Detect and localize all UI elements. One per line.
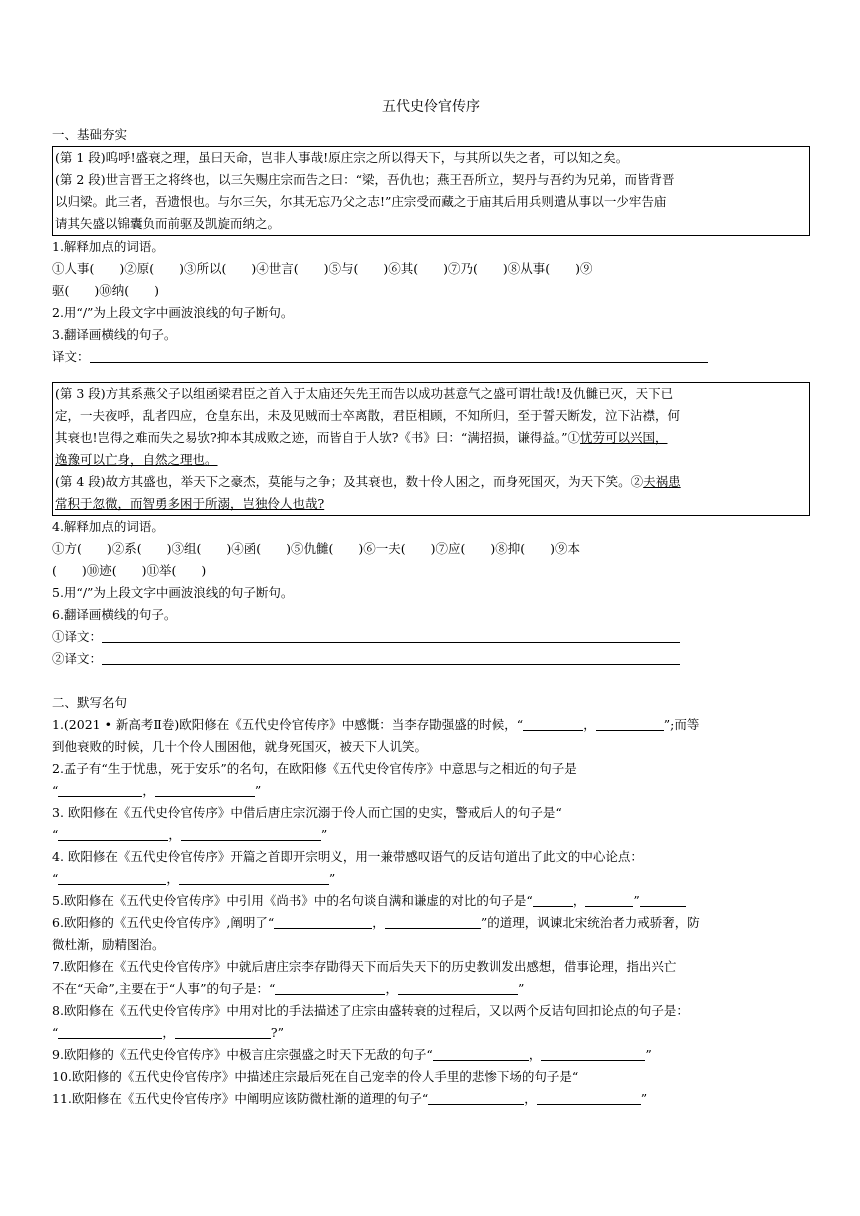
worksheet [52,98,810,1110]
answer-blank[interactable] [58,782,142,797]
passage-line [55,427,807,449]
comma: ， [166,871,179,886]
quote-open: “ [52,1025,59,1040]
answer-blank[interactable] [275,980,385,995]
question-1-items: 驱( )⑩纳( ) [52,283,160,298]
prompt-text: ”的道理，讽谏北宋统治者力戒骄奢，防 [480,915,700,930]
quote-close: ” [320,827,328,842]
recitation-9 [52,1044,810,1066]
section-heading-recitation: 二、默写名句 [52,695,128,710]
recitation-4-answer [52,868,810,890]
quote-open: “ [52,783,59,798]
recitation-10: 10.欧阳修的《五代史伶官传序》中描述庄宗最后死在自己宠幸的伶人手里的悲惨下场的句子是“ [52,1069,579,1084]
answer-blank[interactable] [433,1046,529,1061]
question-6-answer-1 [52,626,810,648]
quote-open: “ [52,827,59,842]
recitation-7: 7.欧阳修在《五代史伶官传序》中就后唐庄宗李存勖得天下而后失天下的历史教训发出感想，借事论理，指出兴亡 [52,959,677,974]
answer-blank[interactable] [58,826,168,841]
comma: ， [142,783,155,798]
quote-close: ” [328,871,336,886]
recitation-7-answer [52,978,810,1000]
prompt-text: 11.欧阳修在《五代史伶官传序》中阐明应该防微杜渐的道理的句子“ [52,1091,429,1106]
recitation-6 [52,912,810,934]
recitation-8: 8.欧阳修在《五代史伶官传序》中用对比的手法描述了庄宗由盛转衰的过程后，又以两个反诘句回扣论点的句子是： [52,1003,689,1018]
answer-label: 译文： [52,349,90,364]
answer-blank[interactable] [596,716,664,731]
passage-line: (第 2 段)世言晋王之将终也，以三矢赐庄宗而告之曰：“梁，吾仇也；燕王吾所立，契丹与吾约为兄弟，而皆背晋 [55,172,675,187]
answer-blank[interactable] [175,1024,271,1039]
recitation-5 [52,890,810,912]
quote-open: “ [52,871,59,886]
question-2: 2.用“/”为上段文字中画波浪线的句子断句。 [52,305,294,320]
answer-blank[interactable] [90,348,708,363]
passage-line: (第 3 段)方其系燕父子以组函梁君臣之首入于太庙还矢先王而告以成功甚意气之盛可谓壮哉!及仇雠已灭，天下已 [55,386,674,401]
quote-close: ” [645,1047,652,1062]
question-4-items: ①方( )②系( )③组( )④函( )⑤仇雠( )⑥一夫( )⑦应( )⑧抑( )⑨本 [52,541,581,556]
question-1-items: ①人事( )②原( )③所以( )④世言( )⑤与( )⑥其( )⑦乃( )⑧从事( )⑨ [52,261,593,276]
quote-close: ” [633,893,640,908]
passage-line: 以归梁。此三者，吾遗恨也。与尔三矢，尔其无忘乃父之志!”庄宗受而藏之于庙其后用兵则遣从事以一少牢告庙 [55,194,667,209]
answer-label: ②译文： [52,651,103,666]
recitation-3-answer [52,824,810,846]
prompt-text: 不在“天命”,主要在于“人事”的句子是：“ [52,981,276,996]
prompt-text: 5.欧阳修在《五代史伶官传序》中引用《尚书》中的名句谈自满和谦虚的对比的句子是“ [52,893,533,908]
question-1-label: 1.解释加点的词语。 [52,239,164,254]
recitation-11 [52,1088,810,1110]
passage-line: 请其矢盛以锦囊负而前驱及凯旋而纳之。 [55,216,281,231]
answer-blank[interactable] [428,1090,524,1105]
comma: ， [168,827,181,842]
recitation-2-answer [52,780,810,802]
answer-blank[interactable] [58,870,166,885]
prompt-text: 6.欧阳修的《五代史伶官传序》,阐明了“ [52,915,275,930]
question-4-items: ( )⑩迹( )⑪举( ) [52,563,207,578]
comma: ， [524,1091,537,1106]
answer-blank[interactable] [398,980,518,995]
answer-label: ①译文： [52,629,103,644]
answer-blank[interactable] [585,892,633,907]
quote-close: ” [517,981,525,996]
comma: ， [572,893,586,908]
question-6-answer-2 [52,648,810,670]
answer-blank[interactable] [102,628,680,643]
comma: ， [528,1047,542,1062]
recitation-2: 2.孟子有“生于忧患，死于安乐”的名句，在欧阳修《五代史伶官传序》中意思与之相近的句子是 [52,761,577,776]
quote-close: ” [254,783,262,798]
recitation-1 [52,714,810,736]
prompt-text: ”;而等 [663,717,700,732]
passage-text: (第 4 段)故方其盛也，举天下之豪杰，莫能与之争；及其衰也，数十伶人困之，而身死国灭，为天下笑。② [55,474,644,489]
answer-blank[interactable] [274,914,372,929]
answer-blank[interactable] [179,870,329,885]
underlined-sentence: 忧劳可以兴国， [579,430,668,445]
passage-line: (第 1 段)呜呼!盛衰之理，虽曰天命，岂非人事哉!原庄宗之所以得天下，与其所以失之者，可以知之矣。 [55,150,629,165]
answer-blank[interactable] [155,782,255,797]
prompt-text: 9.欧阳修的《五代史伶官传序》中极言庄宗强盛之时天下无敌的句子“ [52,1047,433,1062]
answer-blank[interactable] [385,914,481,929]
answer-blank[interactable] [533,892,573,907]
answer-blank[interactable] [58,1024,162,1039]
question-6: 6.翻译画横线的句子。 [52,607,177,622]
answer-blank[interactable] [640,892,686,907]
passage-box-1 [52,146,810,236]
underlined-sentence: 常积于忽微，而智勇多困于所溺，岂独伶人也哉? [55,496,325,511]
answer-blank[interactable] [102,650,680,665]
passage-text: 其衰也!岂得之难而失之易欤?抑本其成败之迹，而皆自于人欤?《书》曰：“满招损，谦得益。”① [55,430,580,445]
passage-line: 定，一夫夜呼，乱者四应，仓皇东出，未及见贼而士卒离散，君臣相顾，不知所归，至于誓天断发，泣下沾襟，何 [55,408,681,423]
comma: ， [385,981,398,996]
answer-blank[interactable] [541,1046,645,1061]
passage-box-2 [52,382,810,516]
quote-close: ” [640,1091,648,1106]
recitation-1-cont: 到他衰败的时候，几十个伶人围困他，就身死国灭，被天下人讥笑。 [52,739,428,754]
page-title: 五代史伶官传序 [382,99,480,115]
quote-close: ?” [270,1025,284,1040]
answer-blank[interactable] [537,1090,641,1105]
question-3-answer [52,346,810,368]
question-5: 5.用“/”为上段文字中画波浪线的句子断句。 [52,585,294,600]
passage-line [55,471,807,493]
question-3: 3.翻译画横线的句子。 [52,327,177,342]
comma: ， [162,1025,175,1040]
prompt-text: 1.(2021 • 新高考Ⅱ卷)欧阳修在《五代史伶官传序》中感慨：当李存勖强盛的时候，“ [52,717,524,732]
recitation-8-answer [52,1022,810,1044]
section-heading-basics: 一、基础夯实 [52,127,128,142]
answer-blank[interactable] [523,716,583,731]
comma: ， [372,915,385,930]
recitation-6-cont: 微杜渐，励精图治。 [52,937,165,952]
question-4-label: 4.解释加点的词语。 [52,519,164,534]
underlined-sentence: 逸豫可以亡身，自然之理也。 [55,452,218,467]
comma: ， [583,717,596,732]
answer-blank[interactable] [181,826,321,841]
recitation-4: 4. 欧阳修在《五代史伶官传序》开篇之首即开宗明义，用一兼带感叹语气的反诘句道出了此文的中心论点： [52,849,643,864]
recitation-3: 3. 欧阳修在《五代史伶官传序》中借后唐庄宗沉溺于伶人而亡国的史实，警戒后人的句子是“ [52,805,562,820]
underlined-sentence: 夫祸患 [643,474,681,489]
